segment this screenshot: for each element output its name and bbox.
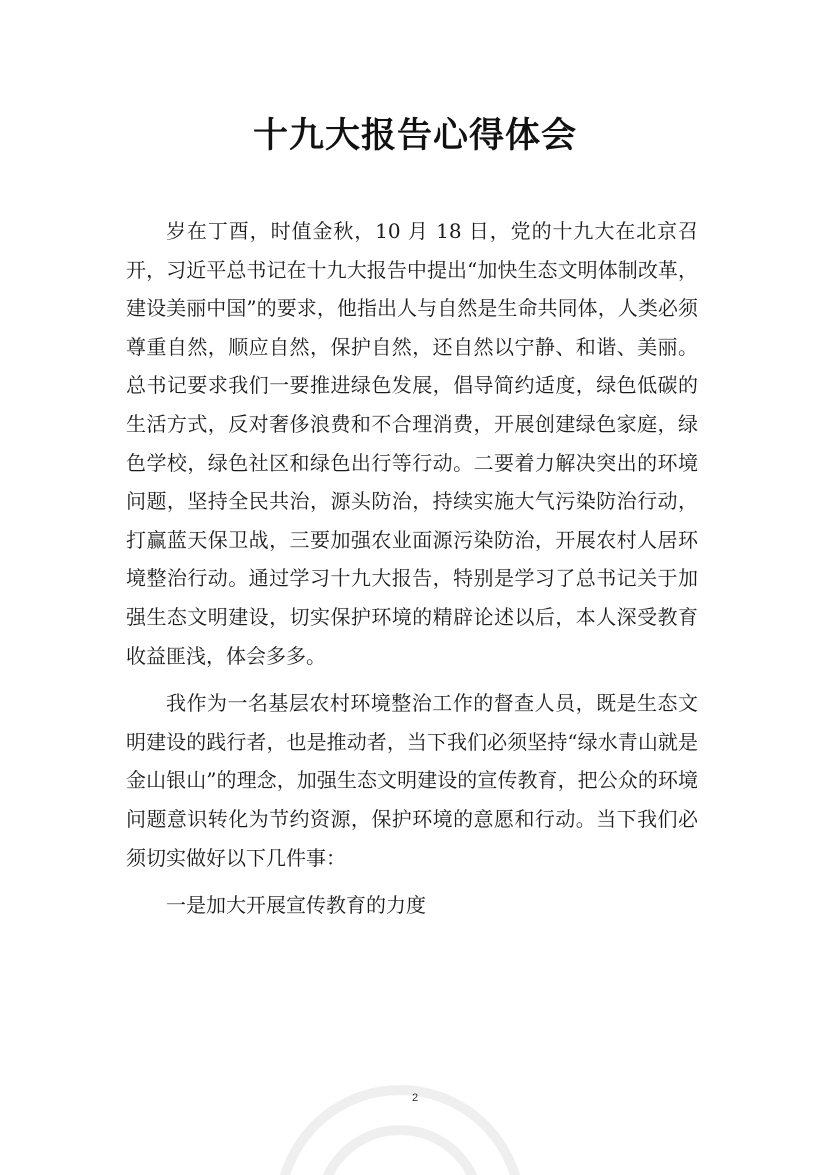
paragraph-3: 一是加大开展宣传教育的力度 xyxy=(166,893,426,918)
watermark-icon xyxy=(250,1060,550,1175)
document-body xyxy=(126,212,698,934)
document-title: 十九大报告心得体会 xyxy=(252,115,577,156)
paragraph-1: 岁在丁酉，时值金秋，10 月 18 日，党的十九大在北京召开，习近平总书记在十九大报告中提出“加快生态文明体制改革，建设美丽中国”的要求，他指出人与自然是生命共同体，人类必须尊重自然，顺应自然，保护自然，还自然以宁静、和谐、美丽。总书记要求我们一要推进绿色发展，倡导简约适度，绿色低碳的生活方式，反对奢侈浪费和不合理消费，开展创建绿色家庭，绿色学校，绿色社区和绿色出行等行动。二要着力解决突出的环境问题，坚持全民共治，源头防治，持续实施大气污染防治行动，打赢蓝天保卫战，三要加强农业面源污染防治，开展农村人居环境整治行动。通过学习十九大报告，特别是学习了总书记关于加强生态文明建设，切实保护环境的精辟论述以后，本人深受教育收益匪浅，体会多多。 xyxy=(126,219,698,668)
page-number: 2 xyxy=(411,1092,419,1104)
paragraph-2: 我作为一名基层农村环境整治工作的督查人员，既是生态文明建设的践行者，也是推动者，当下我们必须坚持“绿水青山就是金山银山”的理念，加强生态文明建设的宣传教育，把公众的环境问题意识转化为节约资源，保护环境的意愿和行动。当下我们必须切实做好以下几件事： xyxy=(126,691,698,870)
